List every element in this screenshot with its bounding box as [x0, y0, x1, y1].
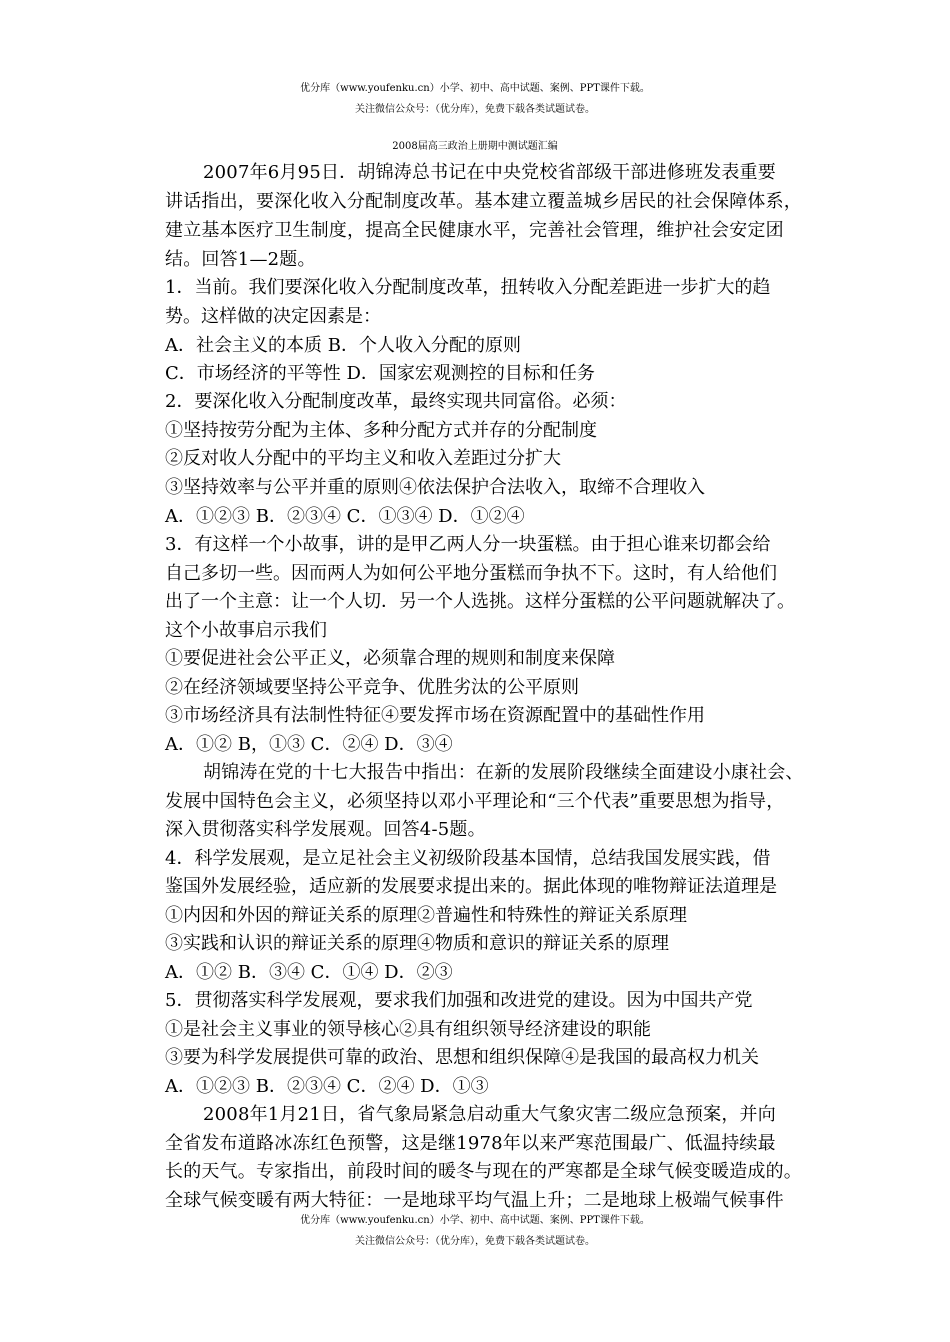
- text-line: ②反对收人分配中的平均主义和收入差距过分扩大: [165, 448, 561, 469]
- text-line: ①要促进社会公平正义，必须靠合理的规则和制度来保障: [165, 648, 615, 669]
- text-line: 出了一个主意：让一个人切．另一个人选挑。这样分蛋糕的公平问题就解决了。: [165, 591, 795, 612]
- text-line: ③实践和认识的辩证关系的原理④物质和意识的辩证关系的原理: [165, 933, 669, 954]
- text-line: 5．贯彻落实科学发展观，要求我们加强和改进党的建设。因为中国共产党: [165, 990, 753, 1011]
- footer-line-1: 优分库（www.youfenku.cn）小学、初中、高中试题、案例、PPT课件下载。: [300, 1215, 650, 1226]
- text-line: ③市场经济具有法制性特征④要发挥市场在资源配置中的基础性作用: [165, 705, 705, 726]
- header-line-2: 关注微信公众号：（优分库），免费下载各类试题试卷。: [355, 104, 595, 115]
- text-line: 发展中国特色会主义，必须坚持以邓小平理论和“三个代表”重要思想为指导，: [165, 791, 785, 812]
- text-line: 这个小故事启示我们: [165, 620, 327, 641]
- text-line: ①是社会主义事业的领导核心②具有组织领导经济建设的职能: [165, 1019, 651, 1040]
- text-line: 全球气候变暖有两大特征：一是地球平均气温上升；二是地球上极端气候事件: [165, 1190, 784, 1211]
- text-line: 结。回答1—2题。: [165, 249, 316, 270]
- text-line: 全省发布道路冰冻红色预警，这是继1978年以来严寒范围最广、低温持续最: [165, 1133, 776, 1154]
- text-line: 长的天气。专家指出，前段时间的暖冬与现在的严寒都是全球气候变暖造成的。: [165, 1161, 802, 1182]
- text-line: ②在经济领域要坚持公平竞争、优胜劣汰的公平原则: [165, 677, 579, 698]
- text-line: 2008年1月21日，省气象局紧急启动重大气象灾害二级应急预案，并向: [203, 1104, 776, 1125]
- text-line: 4．科学发展观，是立足社会主义初级阶段基本国情，总结我国发展实践，借: [165, 848, 771, 869]
- option-line: A．①②③ B．②③④ C．①③④ D．①②④: [165, 506, 525, 527]
- text-line: 2007年6月95日．胡锦涛总书记在中央党校省部级干部进修班发表重要: [203, 162, 776, 183]
- text-line: 建立基本医疗卫生制度，提高全民健康水平，完善社会管理，维护社会安定团: [165, 220, 784, 241]
- text-line: ③坚持效率与公平并重的原则④依法保护合法收入，取缔不合理收入: [165, 477, 705, 498]
- text-line: 胡锦涛在党的十七大报告中指出：在新的发展阶段继续全面建设小康社会、: [203, 762, 804, 783]
- option-line: C．市场经济的平等性 D．国家宏观测控的目标和任务: [165, 363, 595, 384]
- header-line-1: 优分库（www.youfenku.cn）小学、初中、高中试题、案例、PPT课件下载。: [300, 83, 650, 94]
- text-line: ③要为科学发展提供可靠的政治、思想和组织保障④是我国的最高权力机关: [165, 1047, 759, 1068]
- footer-line-2: 关注微信公众号：（优分库），免费下载各类试题试卷。: [355, 1236, 595, 1247]
- option-line: A．①② B．③④ C．①④ D．②③: [165, 962, 453, 983]
- text-line: 鉴国外发展经验，适应新的发展要求提出来的。据此体现的唯物辩证法道理是: [165, 876, 777, 897]
- text-line: 1．当前。我们要深化收入分配制度改革，扭转收入分配差距进一步扩大的趋: [165, 277, 771, 298]
- text-line: 2．要深化收入分配制度改革，最终实现共同富俗。必须：: [165, 391, 627, 412]
- text-line: 势。这样做的决定因素是：: [165, 306, 381, 327]
- text-line: 深入贯彻落实科学发展观。回答4-5题。: [165, 819, 486, 840]
- text-line: ①内因和外因的辩证关系的原理②普遍性和特殊性的辩证关系原理: [165, 905, 687, 926]
- text-line: 3．有这样一个小故事，讲的是甲乙两人分一块蛋糕。由于担心谁来切都会给: [165, 534, 771, 555]
- text-line: 自己多切一些。因而两人为如何公平地分蛋糕而争执不下。这时，有人给他们: [165, 563, 777, 584]
- option-line: A．社会主义的本质 B．个人收入分配的原则: [165, 335, 521, 356]
- text-line: 讲话指出，要深化收入分配制度改革。基本建立覆盖城乡居民的社会保障体系，: [165, 191, 802, 212]
- option-line: A．①② B，①③ C．②④ D．③④: [165, 734, 453, 755]
- text-line: ①坚持按劳分配为主体、多种分配方式并存的分配制度: [165, 420, 597, 441]
- page-title: 2008届高三政治上册期中测试题汇编: [392, 141, 558, 152]
- option-line: A．①②③ B．②③④ C．②④ D．①③: [165, 1076, 489, 1097]
